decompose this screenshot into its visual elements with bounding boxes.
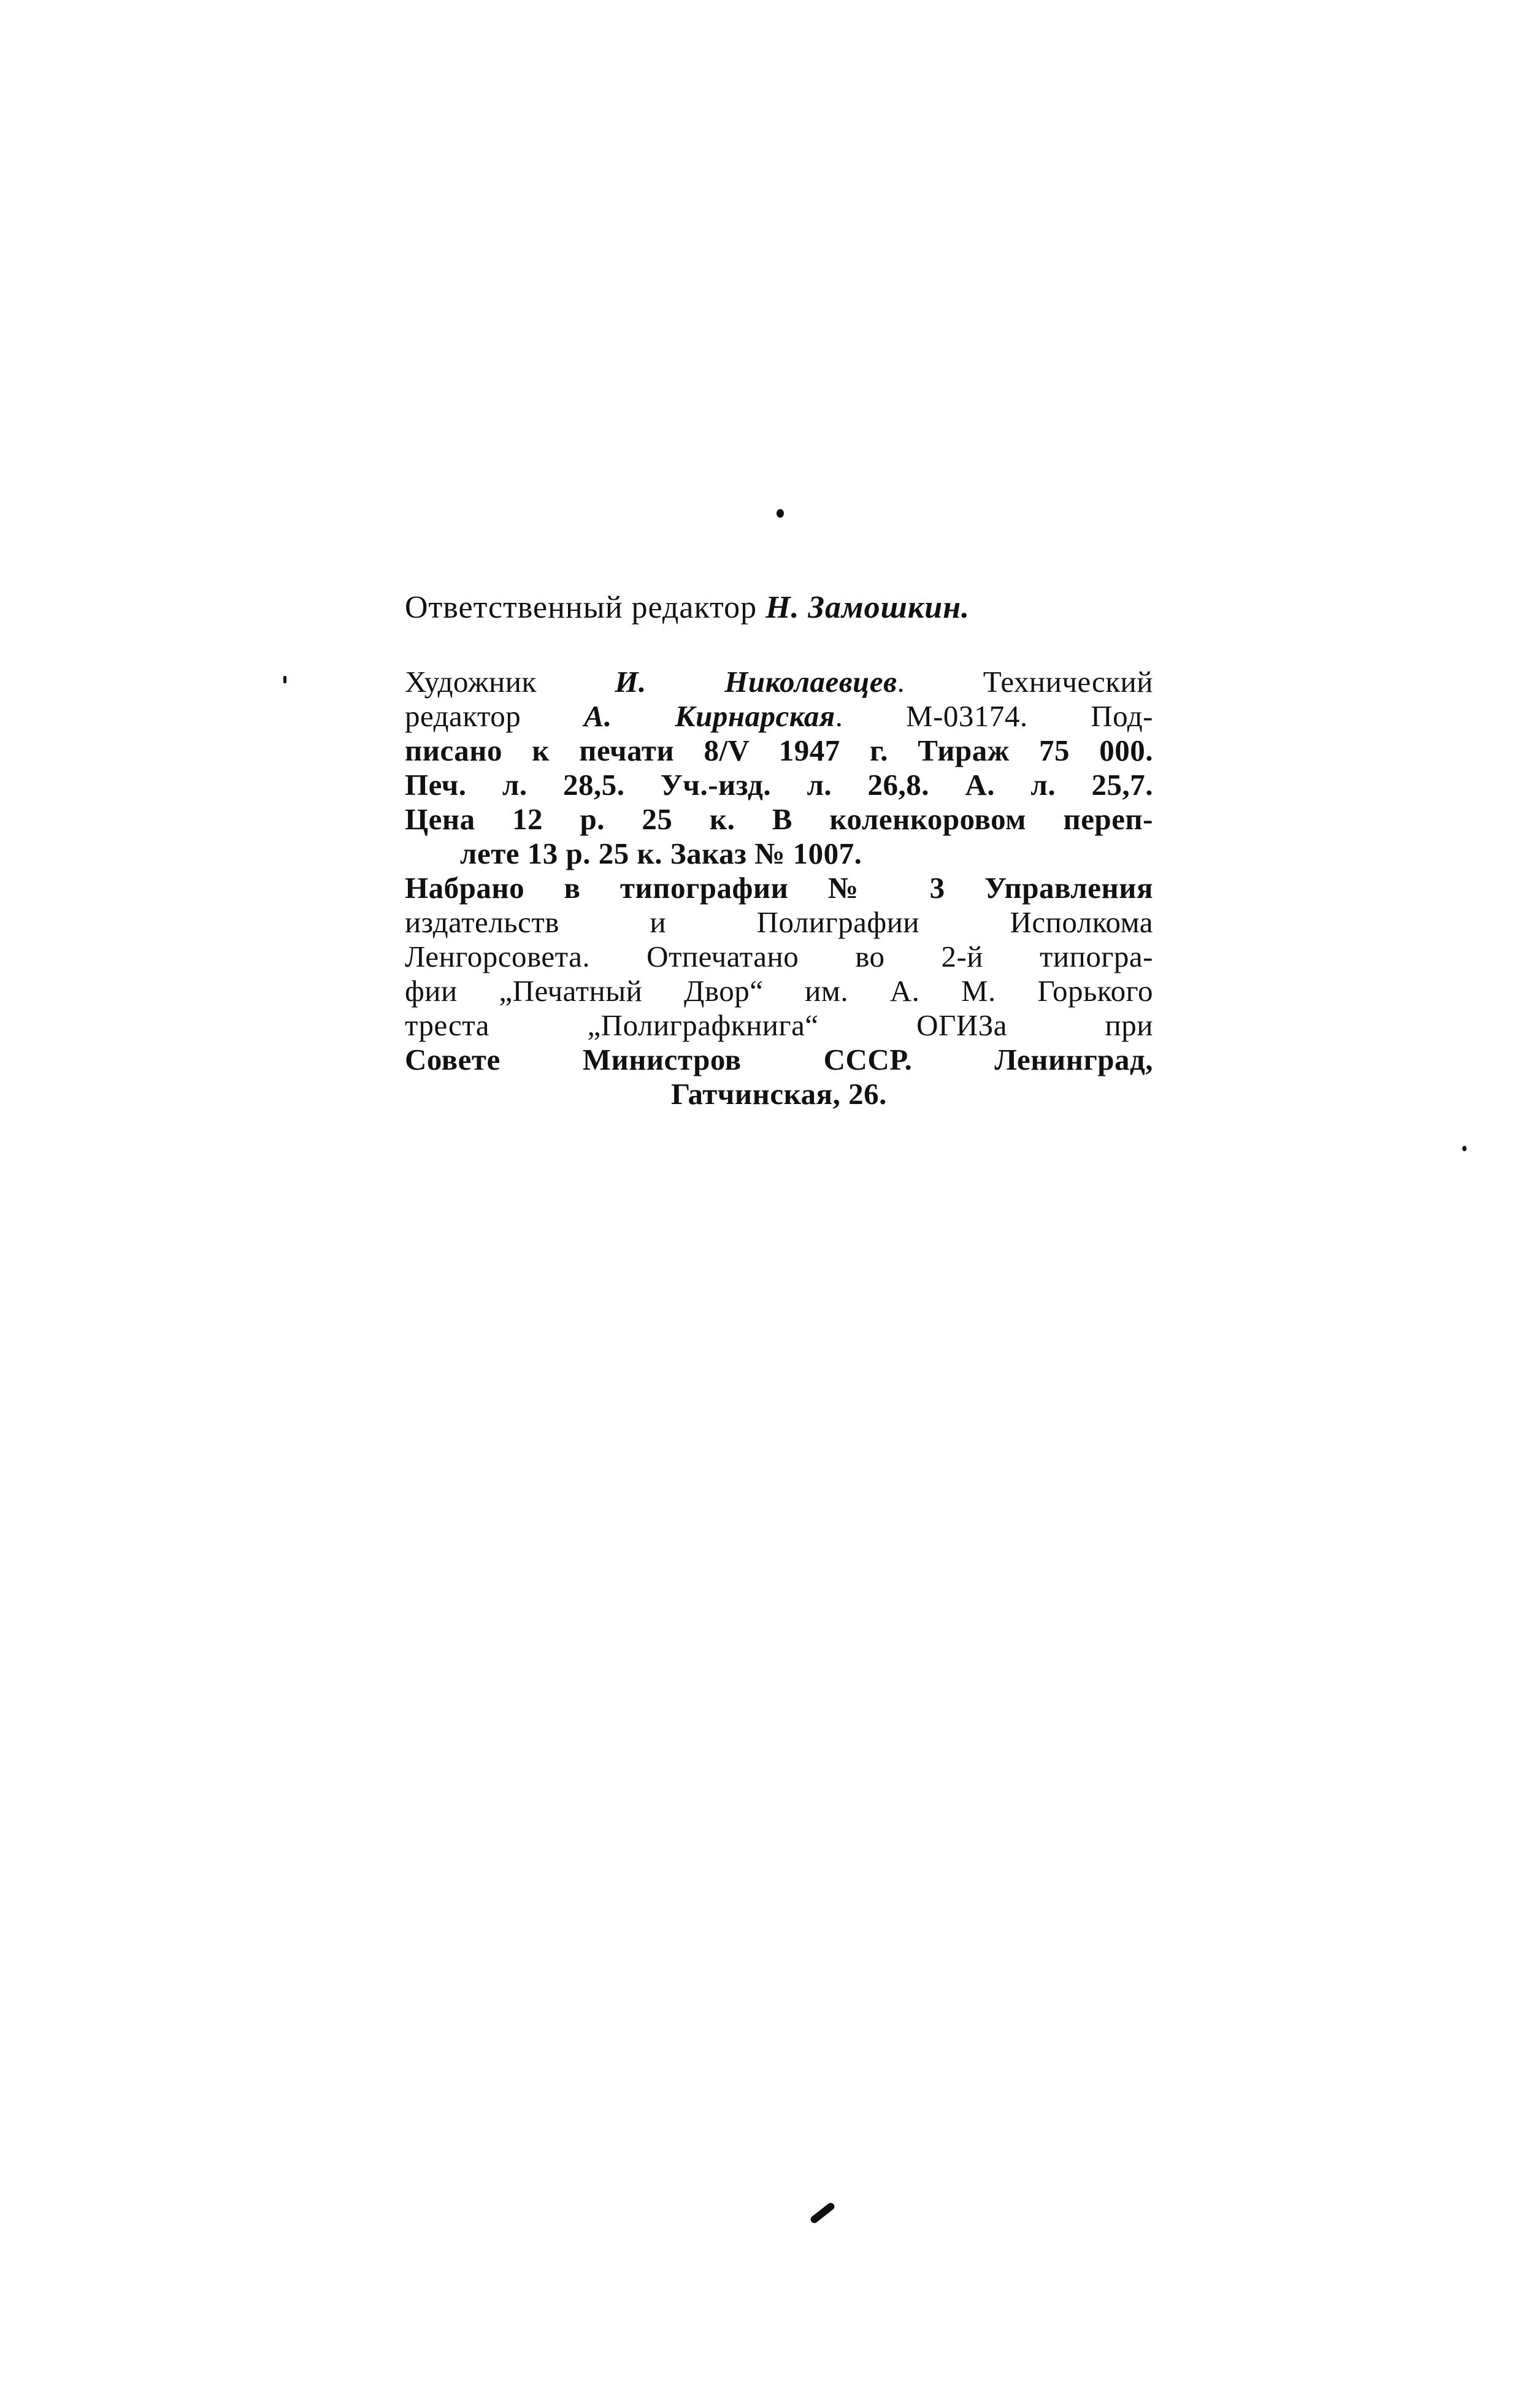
- trust-line: треста „Полиграфкнига“ ОГИЗа при: [405, 1008, 1153, 1042]
- publishers-line: издательств и Полиграфии Исполкома: [405, 905, 1153, 939]
- artist-name: И. Николаевцев: [615, 665, 897, 699]
- responsible-editor-line: [405, 589, 1153, 627]
- colophon: [405, 589, 1153, 1111]
- responsible-editor-label: Ответственный редактор: [405, 590, 766, 625]
- binding-price-line: лете 13 р. 25 к. Заказ № 1007.: [460, 837, 862, 870]
- signed-to-print-line: писано к печати 8/V 1947 г. Тираж 75 000.: [405, 734, 1153, 767]
- artist-label: Художник: [405, 665, 615, 699]
- artist-line: [405, 665, 1153, 699]
- price-line: Цена 12 р. 25 к. В коленкоровом переп-: [405, 802, 1153, 836]
- responsible-editor-name: Н. Замошкин.: [765, 590, 970, 625]
- typeset-line: Набрано в типографии № 3 Управления: [405, 871, 1153, 905]
- address-line: Гатчинская, 26.: [671, 1077, 887, 1111]
- scan-speck: [1462, 1146, 1467, 1151]
- scan-mark: [809, 2201, 836, 2225]
- tech-editor-name: А. Кирнарская: [583, 699, 835, 733]
- scan-speck: [777, 509, 784, 518]
- council-line: Совете Министров СССР. Ленинград,: [405, 1043, 1153, 1076]
- artist-suffix: . Технический: [897, 665, 1153, 699]
- scan-speck: [283, 676, 286, 683]
- printing-house-line: фии „Печатный Двор“ им. А. М. Горького: [405, 974, 1153, 1008]
- printed-line: Ленгорсовета. Отпечатано во 2-й типогра-: [405, 940, 1153, 973]
- tech-editor-line: [405, 699, 1153, 734]
- print-sheets-line: Печ. л. 28,5. Уч.-изд. л. 26,8. А. л. 25,7.: [405, 768, 1153, 802]
- tech-editor-label: редактор: [405, 699, 584, 733]
- tech-editor-suffix: . М-03174. Под-: [835, 699, 1153, 733]
